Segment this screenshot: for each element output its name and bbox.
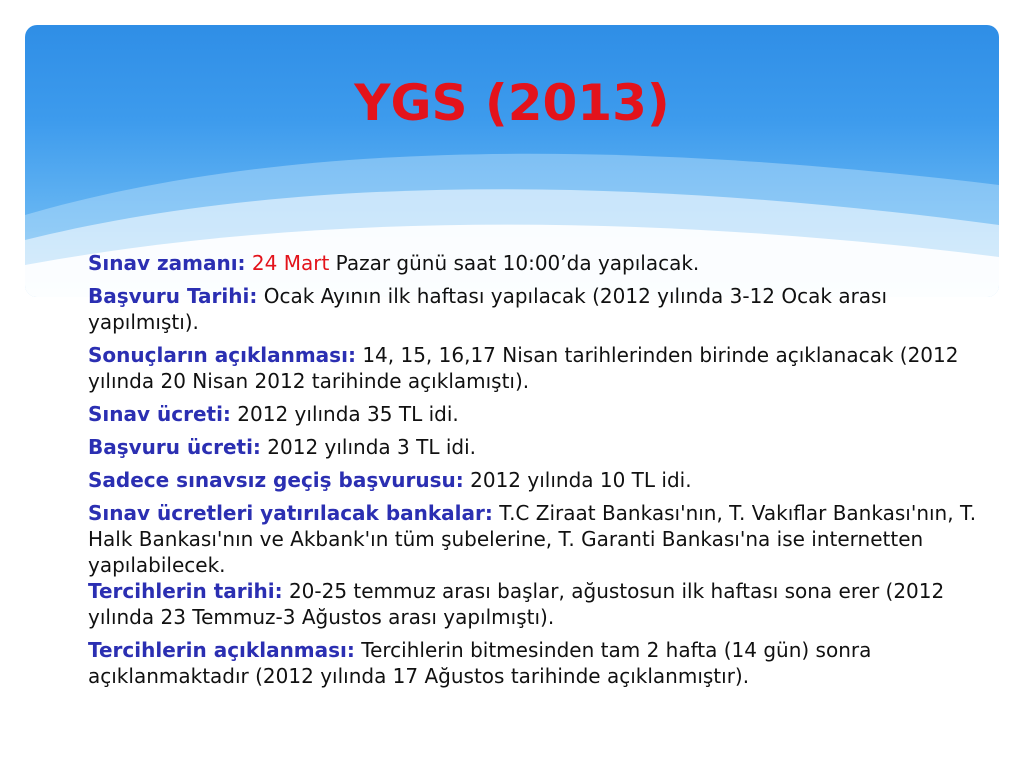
entry-transfer-fee [88, 467, 998, 493]
entry-label: Tercihlerin tarihi: [88, 579, 283, 603]
entry-text: Ocak Ayının ilk haftası yapılacak (2012 yılında 3-12 Ocak arası yapılmıştı). [88, 284, 888, 334]
entry-label: Tercihlerin açıklanması: [88, 638, 355, 662]
slide-body [88, 250, 998, 696]
entry-exam-date [88, 250, 998, 276]
entry-application-date [88, 283, 998, 335]
exam-date-highlight: 24 Mart [251, 251, 330, 275]
entry-label: Sonuçların açıklanması: [88, 343, 356, 367]
entry-preference-results [88, 637, 998, 689]
entry-results-announcement [88, 342, 998, 394]
entry-label: Sınav zamanı: [88, 251, 246, 275]
entry-application-fee [88, 434, 998, 460]
entry-text: Tercihlerin bitmesinden tam 2 hafta (14 gün) sonra açıklanmaktadır (2012 yılında 17 Ağustos tarihinde açıklanmıştır). [88, 638, 872, 688]
entry-text: 20-25 temmuz arası başlar, ağustosun ilk haftası sona erer (2012 yılında 23 Temmuz-3 Ağustos arası yapılmıştı). [88, 579, 945, 629]
entry-text: 14, 15, 16,17 Nisan tarihlerinden birinde açıklanacak (2012 yılında 20 Nisan 2012 tarihinde açıklamıştı). [88, 343, 959, 393]
entry-preference-dates [88, 578, 998, 630]
entry-label: Sadece sınavsız geçiş başvurusu: [88, 468, 464, 492]
entry-label: Başvuru ücreti: [88, 435, 261, 459]
slide-title: YGS (2013) [354, 74, 670, 132]
entry-label: Sınav ücretleri yatırılacak bankalar: [88, 501, 493, 525]
entry-text: 2012 yılında 35 TL idi. [237, 402, 459, 426]
entry-label: Başvuru Tarihi: [88, 284, 258, 308]
entry-banks [88, 500, 998, 578]
entry-exam-fee [88, 401, 998, 427]
entry-text: T.C Ziraat Bankası'nın, T. Vakıflar Bankası'nın, T. Halk Bankası'nın ve Akbank'ın tüm şubelerine, T. Garanti Bankası'na ise internetten yapılabilecek. [88, 501, 977, 577]
entry-label: Sınav ücreti: [88, 402, 231, 426]
entry-text: 2012 yılında 3 TL idi. [267, 435, 476, 459]
entry-text: Pazar günü saat 10:00’da yapılacak. [335, 251, 700, 275]
entry-text: 2012 yılında 10 TL idi. [470, 468, 692, 492]
